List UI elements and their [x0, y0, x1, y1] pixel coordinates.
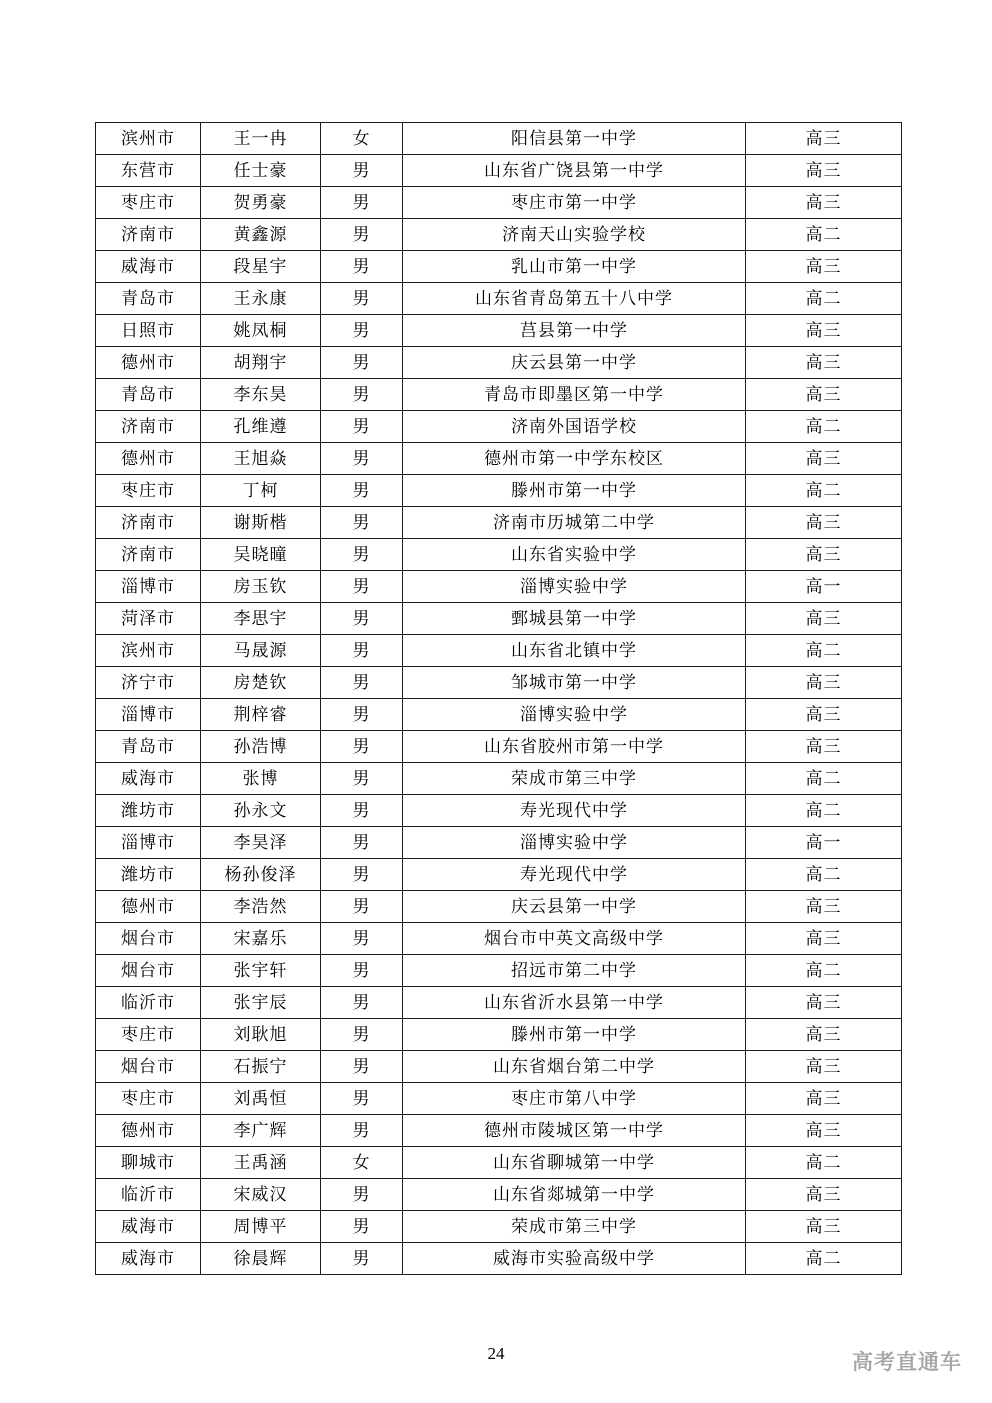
cell-name: 李浩然 [201, 891, 321, 923]
table-row [96, 411, 902, 443]
cell-grade: 高三 [746, 379, 902, 411]
cell-school: 山东省沂水县第一中学 [403, 987, 746, 1019]
cell-city: 滨州市 [96, 123, 201, 155]
cell-school: 烟台市中英文高级中学 [403, 923, 746, 955]
cell-school: 滕州市第一中学 [403, 1019, 746, 1051]
table-row [96, 955, 902, 987]
cell-gender: 男 [321, 699, 403, 731]
table-row [96, 731, 902, 763]
cell-gender: 男 [321, 347, 403, 379]
cell-city: 德州市 [96, 347, 201, 379]
cell-city: 威海市 [96, 1211, 201, 1243]
cell-gender: 男 [321, 859, 403, 891]
cell-gender: 男 [321, 475, 403, 507]
cell-city: 日照市 [96, 315, 201, 347]
cell-name: 孔维遵 [201, 411, 321, 443]
cell-school: 滕州市第一中学 [403, 475, 746, 507]
table-row [96, 507, 902, 539]
cell-grade: 高二 [746, 635, 902, 667]
table-row [96, 699, 902, 731]
cell-school: 青岛市即墨区第一中学 [403, 379, 746, 411]
cell-gender: 男 [321, 443, 403, 475]
cell-gender: 男 [321, 571, 403, 603]
cell-city: 济宁市 [96, 667, 201, 699]
cell-grade: 高三 [746, 1115, 902, 1147]
cell-name: 姚凤桐 [201, 315, 321, 347]
cell-city: 济南市 [96, 411, 201, 443]
cell-name: 王旭焱 [201, 443, 321, 475]
cell-gender: 男 [321, 155, 403, 187]
cell-gender: 男 [321, 987, 403, 1019]
table-row [96, 763, 902, 795]
cell-name: 马晟源 [201, 635, 321, 667]
cell-city: 威海市 [96, 763, 201, 795]
table-row [96, 187, 902, 219]
table-row [96, 219, 902, 251]
cell-grade: 高一 [746, 571, 902, 603]
cell-gender: 男 [321, 891, 403, 923]
cell-school: 寿光现代中学 [403, 859, 746, 891]
cell-school: 山东省郯城第一中学 [403, 1179, 746, 1211]
cell-grade: 高三 [746, 891, 902, 923]
cell-city: 淄博市 [96, 699, 201, 731]
cell-city: 枣庄市 [96, 187, 201, 219]
table-row [96, 891, 902, 923]
cell-school: 庆云县第一中学 [403, 891, 746, 923]
cell-gender: 女 [321, 1147, 403, 1179]
cell-city: 潍坊市 [96, 795, 201, 827]
table-row [96, 379, 902, 411]
cell-grade: 高三 [746, 923, 902, 955]
table-row [96, 283, 902, 315]
cell-gender: 男 [321, 923, 403, 955]
table-row [96, 251, 902, 283]
cell-school: 德州市第一中学东校区 [403, 443, 746, 475]
cell-grade: 高三 [746, 1051, 902, 1083]
cell-grade: 高二 [746, 955, 902, 987]
cell-school: 山东省胶州市第一中学 [403, 731, 746, 763]
cell-city: 临沂市 [96, 987, 201, 1019]
cell-school: 山东省聊城第一中学 [403, 1147, 746, 1179]
cell-city: 淄博市 [96, 571, 201, 603]
cell-school: 寿光现代中学 [403, 795, 746, 827]
table-row [96, 475, 902, 507]
table-row [96, 923, 902, 955]
page-number: 24 [487, 1344, 505, 1363]
cell-school: 庆云县第一中学 [403, 347, 746, 379]
cell-city: 菏泽市 [96, 603, 201, 635]
cell-school: 济南天山实验学校 [403, 219, 746, 251]
table-row [96, 1019, 902, 1051]
cell-city: 德州市 [96, 1115, 201, 1147]
cell-gender: 男 [321, 251, 403, 283]
cell-gender: 男 [321, 603, 403, 635]
table-row [96, 155, 902, 187]
table-row [96, 635, 902, 667]
cell-name: 王一冉 [201, 123, 321, 155]
cell-school: 山东省烟台第二中学 [403, 1051, 746, 1083]
cell-gender: 男 [321, 667, 403, 699]
cell-city: 威海市 [96, 1243, 201, 1275]
cell-city: 青岛市 [96, 731, 201, 763]
cell-grade: 高三 [746, 1211, 902, 1243]
cell-city: 临沂市 [96, 1179, 201, 1211]
cell-gender: 男 [321, 219, 403, 251]
cell-gender: 男 [321, 187, 403, 219]
cell-grade: 高三 [746, 603, 902, 635]
cell-name: 荆梓睿 [201, 699, 321, 731]
student-table [95, 122, 902, 1275]
cell-name: 李思宇 [201, 603, 321, 635]
table-row [96, 123, 902, 155]
cell-school: 淄博实验中学 [403, 571, 746, 603]
cell-name: 李东昊 [201, 379, 321, 411]
cell-grade: 高三 [746, 667, 902, 699]
cell-name: 张宇轩 [201, 955, 321, 987]
cell-name: 杨孙俊泽 [201, 859, 321, 891]
cell-name: 任士豪 [201, 155, 321, 187]
cell-school: 山东省青岛第五十八中学 [403, 283, 746, 315]
cell-school: 邹城市第一中学 [403, 667, 746, 699]
cell-city: 滨州市 [96, 635, 201, 667]
cell-gender: 男 [321, 1179, 403, 1211]
cell-gender: 男 [321, 1115, 403, 1147]
cell-gender: 男 [321, 795, 403, 827]
cell-city: 烟台市 [96, 955, 201, 987]
cell-name: 贺勇豪 [201, 187, 321, 219]
cell-name: 刘禹恒 [201, 1083, 321, 1115]
table-row [96, 443, 902, 475]
cell-school: 山东省实验中学 [403, 539, 746, 571]
cell-city: 威海市 [96, 251, 201, 283]
table-row [96, 827, 902, 859]
table-row [96, 987, 902, 1019]
cell-school: 莒县第一中学 [403, 315, 746, 347]
cell-gender: 男 [321, 1211, 403, 1243]
cell-grade: 高二 [746, 475, 902, 507]
table-row [96, 1147, 902, 1179]
table-row [96, 571, 902, 603]
cell-school: 济南外国语学校 [403, 411, 746, 443]
cell-name: 黄鑫源 [201, 219, 321, 251]
cell-school: 淄博实验中学 [403, 699, 746, 731]
table-row [96, 795, 902, 827]
table-row [96, 539, 902, 571]
cell-name: 宋威汉 [201, 1179, 321, 1211]
cell-grade: 高三 [746, 187, 902, 219]
cell-city: 烟台市 [96, 1051, 201, 1083]
cell-city: 青岛市 [96, 283, 201, 315]
cell-gender: 男 [321, 379, 403, 411]
cell-name: 房玉钦 [201, 571, 321, 603]
cell-grade: 高三 [746, 347, 902, 379]
cell-name: 段星宇 [201, 251, 321, 283]
cell-name: 谢斯楷 [201, 507, 321, 539]
cell-school: 威海市实验高级中学 [403, 1243, 746, 1275]
cell-grade: 高三 [746, 539, 902, 571]
cell-gender: 男 [321, 1083, 403, 1115]
cell-gender: 男 [321, 731, 403, 763]
table-row [96, 1179, 902, 1211]
cell-name: 王禹涵 [201, 1147, 321, 1179]
table-row [96, 667, 902, 699]
table-row [96, 1083, 902, 1115]
cell-grade: 高三 [746, 1019, 902, 1051]
cell-name: 李昊泽 [201, 827, 321, 859]
cell-grade: 高三 [746, 251, 902, 283]
cell-grade: 高三 [746, 155, 902, 187]
cell-grade: 高二 [746, 1147, 902, 1179]
cell-city: 济南市 [96, 539, 201, 571]
cell-grade: 高三 [746, 507, 902, 539]
cell-school: 山东省北镇中学 [403, 635, 746, 667]
cell-gender: 男 [321, 315, 403, 347]
cell-school: 济南市历城第二中学 [403, 507, 746, 539]
cell-city: 德州市 [96, 443, 201, 475]
cell-gender: 男 [321, 507, 403, 539]
cell-name: 丁柯 [201, 475, 321, 507]
cell-school: 乳山市第一中学 [403, 251, 746, 283]
cell-grade: 高三 [746, 315, 902, 347]
cell-name: 孙永文 [201, 795, 321, 827]
cell-gender: 女 [321, 123, 403, 155]
table-row [96, 347, 902, 379]
cell-grade: 高三 [746, 123, 902, 155]
cell-grade: 高三 [746, 443, 902, 475]
cell-school: 山东省广饶县第一中学 [403, 155, 746, 187]
table-row [96, 1051, 902, 1083]
cell-city: 青岛市 [96, 379, 201, 411]
cell-school: 荣成市第三中学 [403, 1211, 746, 1243]
cell-name: 徐晨辉 [201, 1243, 321, 1275]
cell-grade: 高二 [746, 219, 902, 251]
cell-name: 李广辉 [201, 1115, 321, 1147]
cell-grade: 高二 [746, 795, 902, 827]
cell-school: 招远市第二中学 [403, 955, 746, 987]
cell-gender: 男 [321, 1243, 403, 1275]
cell-gender: 男 [321, 411, 403, 443]
cell-city: 东营市 [96, 155, 201, 187]
table-row [96, 1115, 902, 1147]
cell-name: 房楚钦 [201, 667, 321, 699]
cell-name: 王永康 [201, 283, 321, 315]
cell-city: 烟台市 [96, 923, 201, 955]
cell-school: 淄博实验中学 [403, 827, 746, 859]
cell-city: 聊城市 [96, 1147, 201, 1179]
table-row [96, 315, 902, 347]
cell-city: 淄博市 [96, 827, 201, 859]
cell-gender: 男 [321, 1051, 403, 1083]
cell-grade: 高三 [746, 731, 902, 763]
cell-name: 孙浩博 [201, 731, 321, 763]
cell-gender: 男 [321, 955, 403, 987]
cell-name: 宋嘉乐 [201, 923, 321, 955]
cell-name: 胡翔宇 [201, 347, 321, 379]
cell-city: 枣庄市 [96, 1083, 201, 1115]
cell-school: 枣庄市第一中学 [403, 187, 746, 219]
cell-name: 张博 [201, 763, 321, 795]
cell-city: 潍坊市 [96, 859, 201, 891]
cell-grade: 高三 [746, 1179, 902, 1211]
cell-gender: 男 [321, 539, 403, 571]
cell-grade: 高二 [746, 411, 902, 443]
cell-grade: 高一 [746, 827, 902, 859]
cell-gender: 男 [321, 827, 403, 859]
table-row [96, 1211, 902, 1243]
watermark-logo: 高考直通车 [852, 1351, 962, 1374]
cell-school: 德州市陵城区第一中学 [403, 1115, 746, 1147]
table-row [96, 603, 902, 635]
cell-grade: 高二 [746, 763, 902, 795]
cell-gender: 男 [321, 763, 403, 795]
cell-grade: 高三 [746, 987, 902, 1019]
cell-city: 枣庄市 [96, 475, 201, 507]
table-row [96, 859, 902, 891]
cell-grade: 高二 [746, 1243, 902, 1275]
cell-school: 枣庄市第八中学 [403, 1083, 746, 1115]
table-row [96, 1243, 902, 1275]
cell-gender: 男 [321, 635, 403, 667]
cell-grade: 高二 [746, 859, 902, 891]
cell-name: 周博平 [201, 1211, 321, 1243]
cell-school: 荣成市第三中学 [403, 763, 746, 795]
cell-city: 枣庄市 [96, 1019, 201, 1051]
cell-city: 济南市 [96, 219, 201, 251]
cell-grade: 高三 [746, 1083, 902, 1115]
cell-gender: 男 [321, 1019, 403, 1051]
cell-gender: 男 [321, 283, 403, 315]
cell-name: 张宇辰 [201, 987, 321, 1019]
cell-school: 鄄城县第一中学 [403, 603, 746, 635]
cell-city: 德州市 [96, 891, 201, 923]
cell-grade: 高二 [746, 283, 902, 315]
cell-city: 济南市 [96, 507, 201, 539]
cell-name: 吴晓曈 [201, 539, 321, 571]
cell-school: 阳信县第一中学 [403, 123, 746, 155]
cell-name: 石振宁 [201, 1051, 321, 1083]
cell-name: 刘耿旭 [201, 1019, 321, 1051]
cell-grade: 高三 [746, 699, 902, 731]
